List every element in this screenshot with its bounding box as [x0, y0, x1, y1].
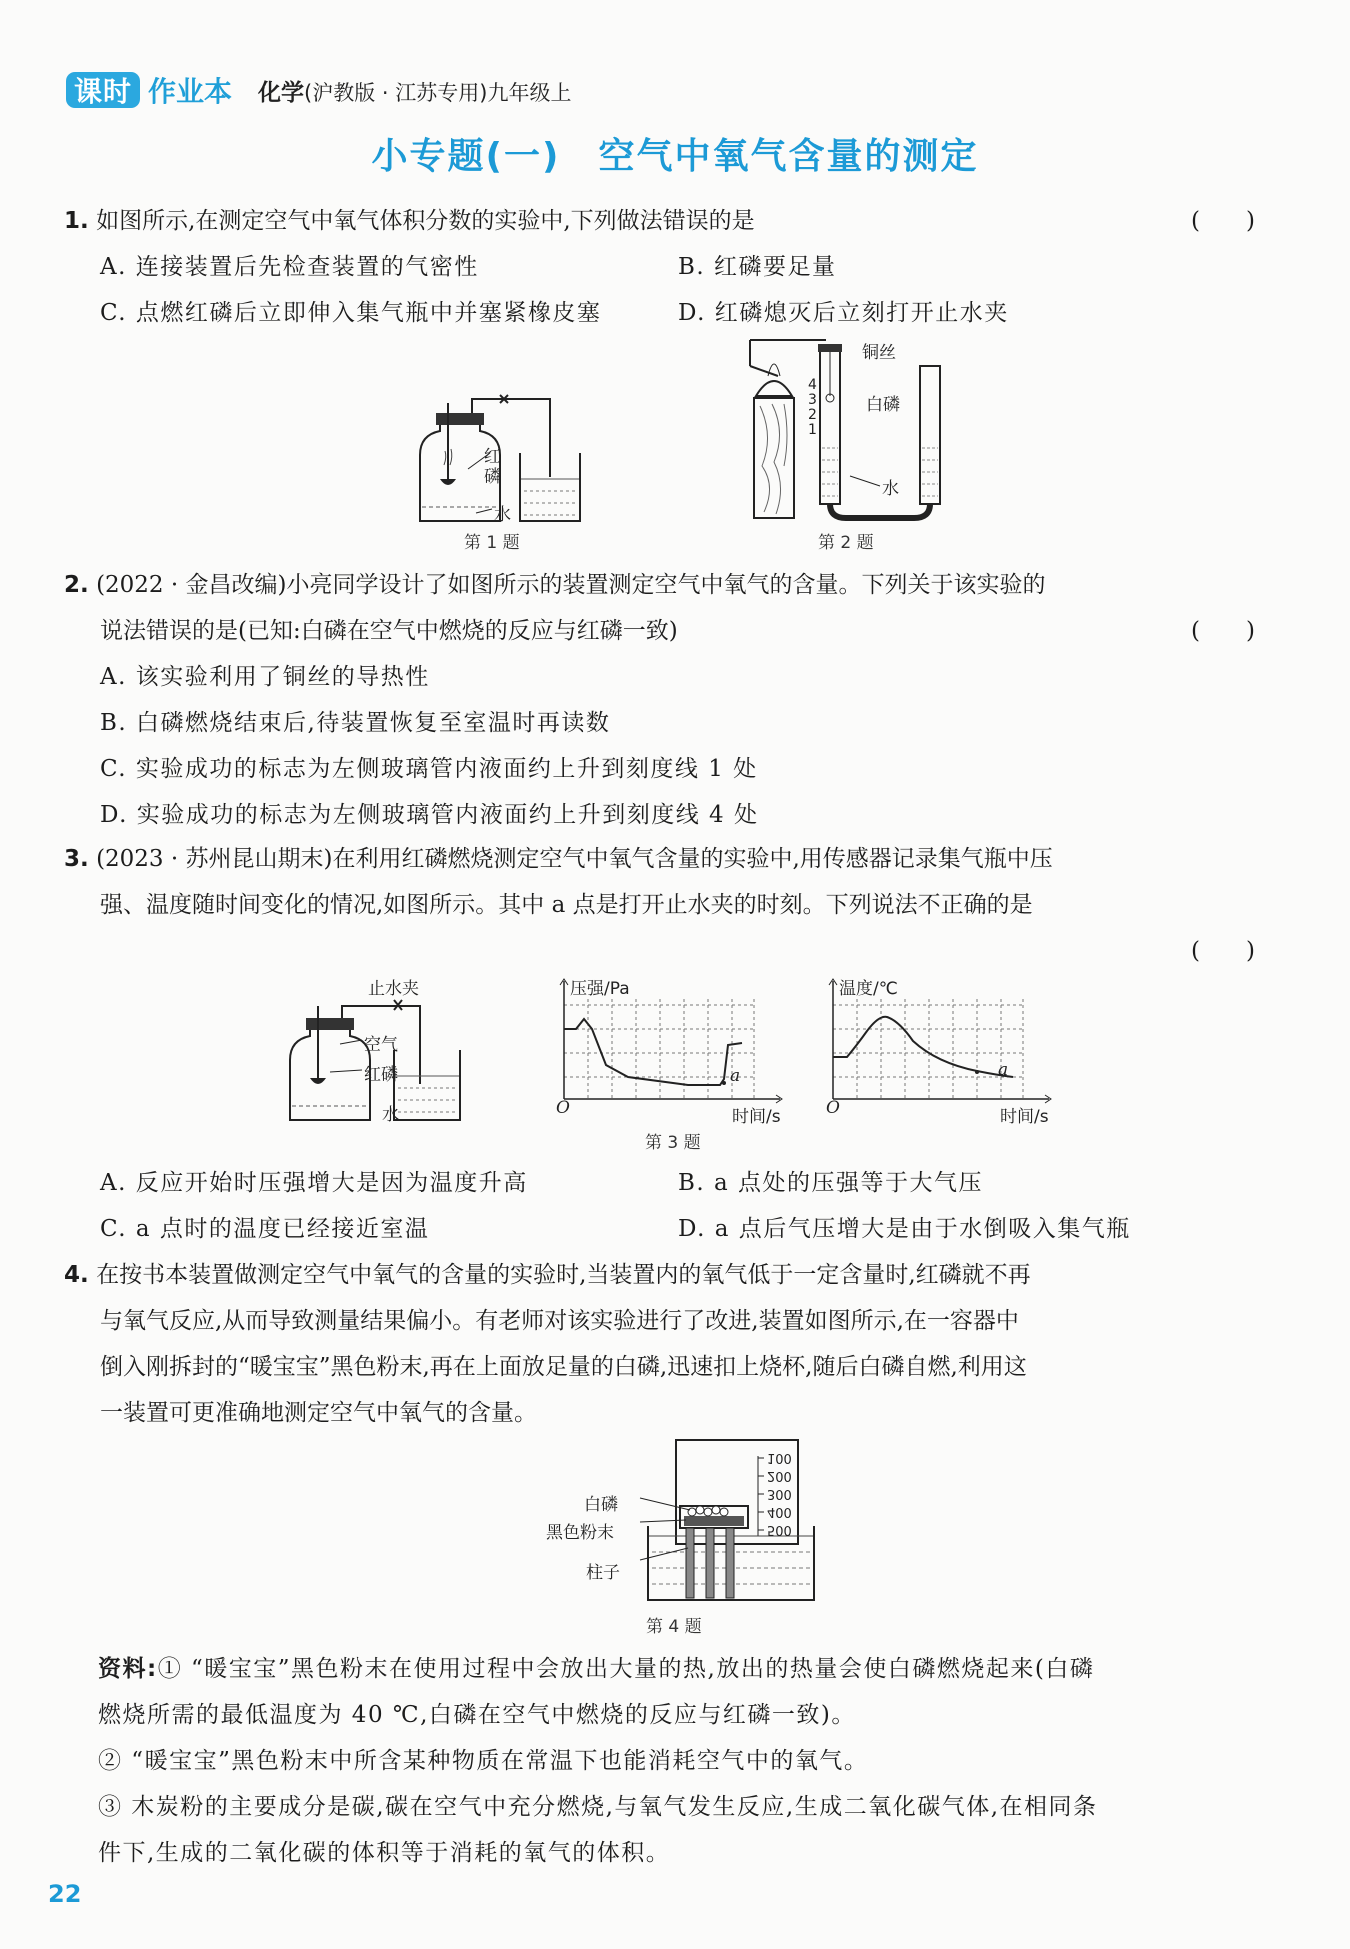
q1-stem — [64, 202, 755, 235]
q1-option-a: A. 连接装置后先检查装置的气密性 — [100, 254, 479, 280]
fig4-caption: 第 4 题 — [646, 1617, 702, 1637]
temperature-curve — [833, 1017, 1013, 1077]
q3-number: 3. — [64, 846, 89, 872]
q3-option-c: C. a 点时的温度已经接近室温 — [100, 1216, 430, 1242]
subject: 化学 — [258, 79, 305, 106]
temperature-y-label: 温度/℃ — [839, 979, 898, 999]
fig3-label-clamp: 止水夹 — [368, 979, 419, 999]
fig2-scale-1: 1 — [808, 422, 817, 438]
fig1-label-water: 水 — [494, 505, 511, 525]
fig2-scale-4: 4 — [808, 377, 817, 393]
q4-number: 4. — [64, 1262, 89, 1288]
fig4-scale-400: 400 — [767, 1504, 792, 1519]
temperature-origin: O — [826, 1098, 840, 1118]
q2-option-d: D. 实验成功的标志为左侧玻璃管内液面约上升到刻度线 4 处 — [100, 802, 759, 828]
q2-option-b: B. 白磷燃烧结束后,待装置恢复至室温时再读数 — [100, 710, 611, 736]
q3-option-b: B. a 点处的压强等于大气压 — [678, 1170, 984, 1196]
q1-option-c: C. 点燃红磷后立即伸入集气瓶中并塞紧橡皮塞 — [100, 300, 602, 326]
series-logo: 课时 — [66, 72, 140, 108]
pressure-origin: O — [556, 1098, 570, 1118]
pressure-x-label: 时间/s — [732, 1107, 781, 1127]
fig4-scale-500: 500 — [767, 1522, 792, 1537]
q4-stem-line-1: 在按书本装置做测定空气中氧气的含量的实验时,当装置内的氧气低于一定含量时,红磷就不再 — [96, 1262, 1031, 1288]
fig2-label-copper: 铜丝 — [862, 343, 896, 363]
figure-4-apparatus — [640, 1436, 820, 1606]
q1-option-d: D. 红磷熄灭后立刻打开止水夹 — [678, 300, 1009, 326]
fig3-label-air: 空气 — [364, 1035, 398, 1055]
materials-item-1: ① “暖宝宝”黑色粉末在使用过程中会放出大量的热,放出的热量会使白磷燃烧起来(白磷 — [157, 1656, 1095, 1682]
q2-option-c: C. 实验成功的标志为左侧玻璃管内液面约上升到刻度线 1 处 — [100, 756, 758, 782]
fig3-label-red-p: 红磷 — [364, 1065, 398, 1085]
q3-option-a: A. 反应开始时压强增大是因为温度升高 — [100, 1170, 528, 1196]
fig2-scale-2: 2 — [808, 407, 817, 423]
q3-stem-line-1: (2023 · 苏州昆山期末)在利用红磷燃烧测定空气中氧气含量的实验中,用传感器记录集气瓶中压 — [96, 846, 1053, 872]
q3-answer-bracket: ( ) — [1191, 938, 1255, 964]
q4-stem-line-2: 与氧气反应,从而导致测量结果偏小。有老师对该实验进行了改进,装置如图所示,在一容器中 — [100, 1308, 1019, 1334]
fig2-caption: 第 2 题 — [818, 533, 874, 553]
q2-answer-bracket: ( ) — [1191, 618, 1255, 644]
fig4-scale-100: 100 — [767, 1450, 792, 1465]
fig1-label-phosphorus: 红 磷 — [484, 447, 501, 487]
temperature-x-label: 时间/s — [1000, 1107, 1049, 1127]
edition: (沪教版 · 江苏专用)九年级上 — [304, 80, 572, 105]
temperature-grid — [833, 999, 1023, 1099]
temperature-point-a — [975, 1070, 979, 1074]
fig2-label-water: 水 — [882, 479, 899, 499]
book-info — [258, 74, 571, 107]
fig4-label-white-p: 白磷 — [584, 1495, 618, 1515]
fig4-scale-300: 300 — [767, 1486, 792, 1501]
q3-stem — [64, 840, 1053, 873]
fig4-label-powder: 黑色粉末 — [546, 1523, 614, 1543]
fig2-scale-3: 3 — [808, 392, 817, 408]
q4-stem-line-4: 一装置可更准确地测定空气中氧气的含量。 — [100, 1400, 537, 1426]
q2-stem-line-2: 说法错误的是(已知:白磷在空气中燃烧的反应与红磷一致) — [100, 618, 678, 644]
q1-stem-line: 如图所示,在测定空气中氧气体积分数的实验中,下列做法错误的是 — [96, 208, 755, 234]
materials-line-1 — [98, 1650, 1094, 1683]
fig3-caption: 第 3 题 — [645, 1133, 701, 1153]
fig2-label-white-p: 白磷 — [866, 395, 900, 415]
pressure-point-a — [722, 1081, 726, 1085]
fig4-label-column: 柱子 — [586, 1563, 620, 1583]
temperature-a-label: a — [998, 1060, 1009, 1080]
materials-lead: 资料: — [98, 1656, 158, 1682]
materials-line-5: 件下,生成的二氧化碳的体积等于消耗的氧气的体积。 — [98, 1840, 671, 1866]
fig2-scale — [808, 378, 817, 438]
q1-answer-bracket: ( ) — [1191, 208, 1255, 234]
page-number: 22 — [48, 1880, 82, 1908]
fig4-scale — [767, 1448, 792, 1538]
pressure-y-label: 压强/Pa — [570, 979, 630, 999]
q2-stem — [64, 566, 1045, 599]
q2-option-a: A. 该实验利用了铜丝的导热性 — [100, 664, 430, 690]
page-title: 小专题(一) 空气中氧气含量的测定 — [371, 136, 979, 177]
series-name: 作业本 — [148, 75, 233, 108]
header — [66, 70, 571, 110]
materials-line-2: 燃烧所需的最低温度为 40 ℃,白磷在空气中燃烧的反应与红磷一致)。 — [98, 1702, 856, 1728]
q3-option-d: D. a 点后气压增大是由于水倒吸入集气瓶 — [678, 1216, 1131, 1242]
q1-option-b: B. 红磷要足量 — [678, 254, 837, 280]
q4-stem-line-3: 倒入刚拆封的“暖宝宝”黑色粉末,再在上面放足量的白磷,迅速扣上烧杯,随后白磷自燃,利用这 — [100, 1354, 1027, 1380]
q4-stem — [64, 1256, 1031, 1289]
fig4-scale-200: 200 — [767, 1468, 792, 1483]
materials-item-2: ② “暖宝宝”黑色粉末中所含某种物质在常温下也能消耗空气中的氧气。 — [98, 1748, 869, 1774]
q3-stem-line-2: 强、温度随时间变化的情况,如图所示。其中 a 点是打开止水夹的时刻。下列说法不正确的是 — [100, 892, 1033, 918]
q1-number: 1. — [64, 208, 89, 234]
q2-number: 2. — [64, 572, 89, 598]
pressure-a-label: a — [730, 1066, 741, 1086]
materials-item-3: ③ 木炭粉的主要成分是碳,碳在空气中充分燃烧,与氧气发生反应,生成二氧化碳气体,在相同条 — [98, 1794, 1098, 1820]
fig1-caption: 第 1 题 — [464, 533, 520, 553]
fig3-label-water: 水 — [382, 1105, 399, 1125]
q2-stem-line-1: (2022 · 金昌改编)小亮同学设计了如图所示的装置测定空气中氧气的含量。下列关于该实验的 — [96, 572, 1046, 598]
figure-2-apparatus — [750, 336, 960, 526]
